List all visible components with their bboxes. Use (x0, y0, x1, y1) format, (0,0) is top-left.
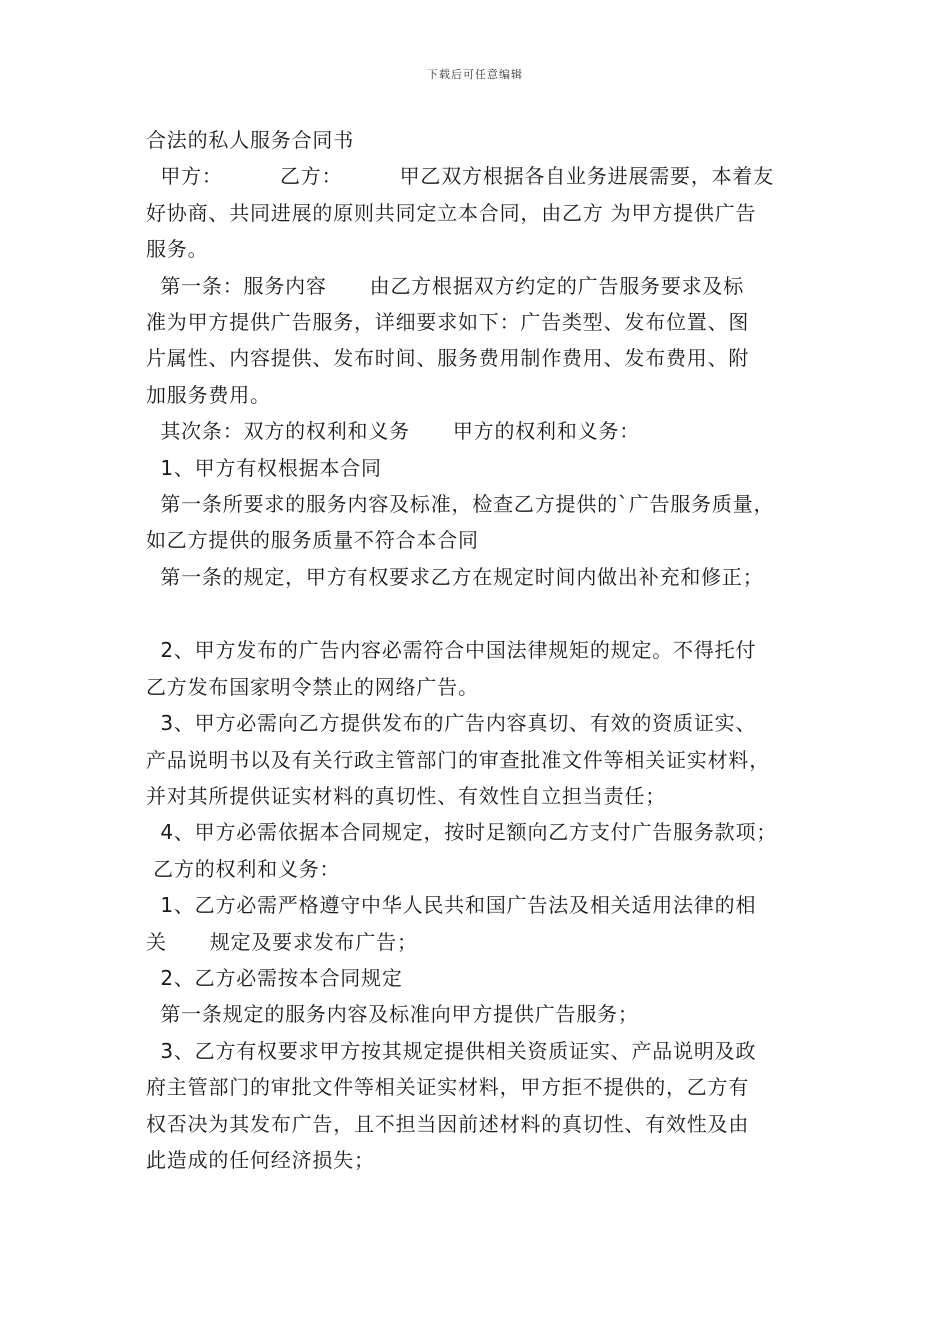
paragraph-line: 1、甲方有权根据本合同 (146, 455, 382, 480)
paragraph-line: 并对其所提供证实材料的真切性、有效性自立担当责任； (146, 783, 666, 808)
paragraph-line: 此造成的任何经济损失； (146, 1147, 375, 1172)
paragraph-line: 3、乙方有权要求甲方按其规定提供相关资质证实、产品说明及政 (146, 1038, 757, 1063)
section-heading: 乙方的权利和义务： (146, 856, 341, 881)
page-header-note: 下载后可任意编辑 (427, 68, 523, 81)
paragraph-line: 产品说明书以及有关行政主管部门的审查批准文件等相关证实材料， (146, 747, 770, 772)
document-title: 合法的私人服务合同书 (146, 128, 354, 152)
paragraph-line: 如乙方提供的服务质量不符合本合同 (146, 528, 479, 553)
paragraph-line: 第一条的规定，甲方有权要求乙方在规定时间内做出补充和修正； (146, 564, 764, 589)
paragraph-line: 2、甲方发布的广告内容必需符合中国法律规矩的规定。不得托付 (146, 638, 757, 663)
document-body (146, 122, 836, 1178)
paragraph-line: 加服务费用。 (146, 382, 271, 407)
paragraph-line: 2、乙方必需按本合同规定 (146, 965, 403, 990)
paragraph-line: 第一条规定的服务内容及标准向甲方提供广告服务； (146, 1002, 639, 1027)
paragraph-line: 服务。 (146, 237, 209, 262)
paragraph-line: 第一条：服务内容 由乙方根据双方约定的广告服务要求及标 (146, 273, 745, 298)
paragraph-line: 府主管部门的审批文件等相关证实材料，甲方拒不提供的，乙方有 (146, 1075, 750, 1100)
paragraph-line: 甲方： 乙方： 甲乙双方根据各自业务进展需要，本着友 (146, 164, 775, 189)
paragraph-line: 权否决为其发布广告，且不担当因前述材料的真切性、有效性及由 (146, 1111, 750, 1136)
paragraph-line: 准为甲方提供广告服务，详细要求如下：广告类型、发布位置、图 (146, 310, 750, 335)
paragraph-line: 其次条：双方的权利和义务 甲方的权利和义务： (146, 419, 641, 444)
paragraph-line: 3、甲方必需向乙方提供发布的广告内容真切、有效的资质证实、 (146, 711, 757, 736)
paragraph-line: 4、甲方必需依据本合同规定，按时足额向乙方支付广告服务款项； (146, 820, 778, 845)
paragraph-line: 片属性、内容提供、发布时间、服务费用制作费用、发布费用、附 (146, 346, 750, 371)
paragraph-line: 1、乙方必需严格遵守中华人民共和国广告法及相关适用法律的相 (146, 893, 757, 918)
paragraph-line: 第一条所要求的服务内容及标准，检查乙方提供的`广告服务质量， (146, 492, 775, 517)
paragraph-line: 乙方发布国家明令禁止的网络广告。 (146, 674, 479, 699)
paragraph-line: 好协商、共同进展的原则共同定立本合同，由乙方 为甲方提供广告 (146, 200, 757, 225)
paragraph-line: 关 规定及要求发布广告； (146, 929, 418, 954)
blank-line (146, 595, 836, 632)
